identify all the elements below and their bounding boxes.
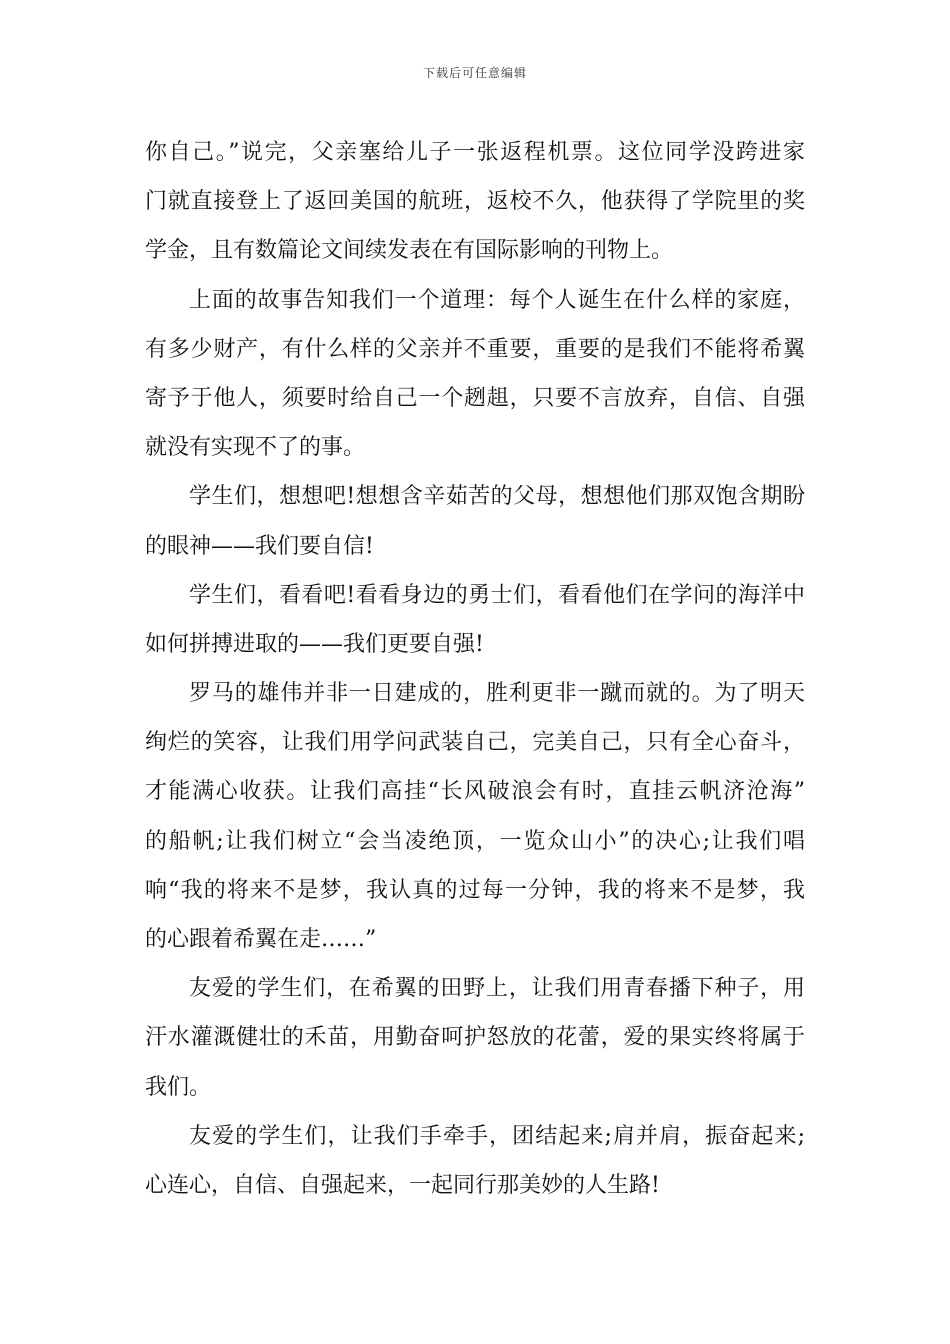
text-line: 你自己。”说完，父亲塞给儿子一张返程机票。这位同学没跨进家 — [145, 140, 805, 165]
paragraph — [145, 128, 805, 276]
text-line: 寄予于他人，须要时给自己一个趔趄，只要不言放弃，自信、自强 — [145, 385, 805, 411]
text-line: 才能满心收获。让我们高挂“长风破浪会有时，直挂云帆济沧海” — [145, 779, 805, 805]
page-header: 下载后可任意编辑 — [422, 66, 527, 80]
text-line: 的心跟着希翼在走……” — [145, 927, 377, 952]
text-line: 如何拼搏进取的——我们更要自强! — [145, 631, 484, 657]
text-line: 门就直接登上了返回美国的航班，返校不久，他获得了学院里的奖 — [145, 189, 805, 215]
text-line: 学金，且有数篇论文间续发表在有国际影响的刊物上。 — [145, 238, 674, 264]
paragraph — [145, 669, 805, 964]
text-line: 我们。 — [145, 1074, 212, 1100]
document-body — [145, 128, 805, 1210]
text-line: 友爱的学生们，让我们手牵手，团结起来;肩并肩，振奋起来; — [189, 1123, 805, 1149]
text-line: 学生们，想想吧!想想含辛茹苦的父母，想想他们那双饱含期盼 — [189, 484, 805, 510]
text-line: 罗马的雄伟并非一日建成的，胜利更非一蹴而就的。为了明天 — [189, 681, 805, 707]
paragraph — [145, 964, 805, 1112]
text-line: 就没有实现不了的事。 — [145, 435, 366, 461]
paragraph — [145, 571, 805, 669]
paragraph — [145, 1112, 805, 1210]
text-line: 的船帆;让我们树立“会当凌绝顶，一览众山小”的决心;让我们唱 — [145, 828, 805, 854]
text-line: 绚烂的笑容，让我们用学问武装自己，完美自己，只有全心奋斗， — [145, 730, 805, 756]
text-line: 友爱的学生们，在希翼的田野上，让我们用青春播下种子，用 — [189, 976, 805, 1002]
text-line: 心连心，自信、自强起来，一起同行那美妙的人生路! — [145, 1172, 660, 1198]
paragraph — [145, 472, 805, 570]
text-line: 有多少财产，有什么样的父亲并不重要，重要的是我们不能将希翼 — [145, 336, 805, 362]
text-line: 上面的故事告知我们一个道理：每个人诞生在什么样的家庭， — [189, 287, 805, 313]
text-line: 的眼神——我们要自信! — [145, 533, 374, 559]
paragraph — [145, 276, 805, 473]
text-line: 学生们，看看吧!看看身边的勇士们，看看他们在学问的海洋中 — [189, 582, 805, 608]
text-line: 汗水灌溉健壮的禾苗，用勤奋呵护怒放的花蕾，爱的果实终将属于 — [145, 1025, 805, 1051]
text-line: 响“我的将来不是梦，我认真的过每一分钟，我的将来不是梦，我 — [145, 877, 805, 903]
